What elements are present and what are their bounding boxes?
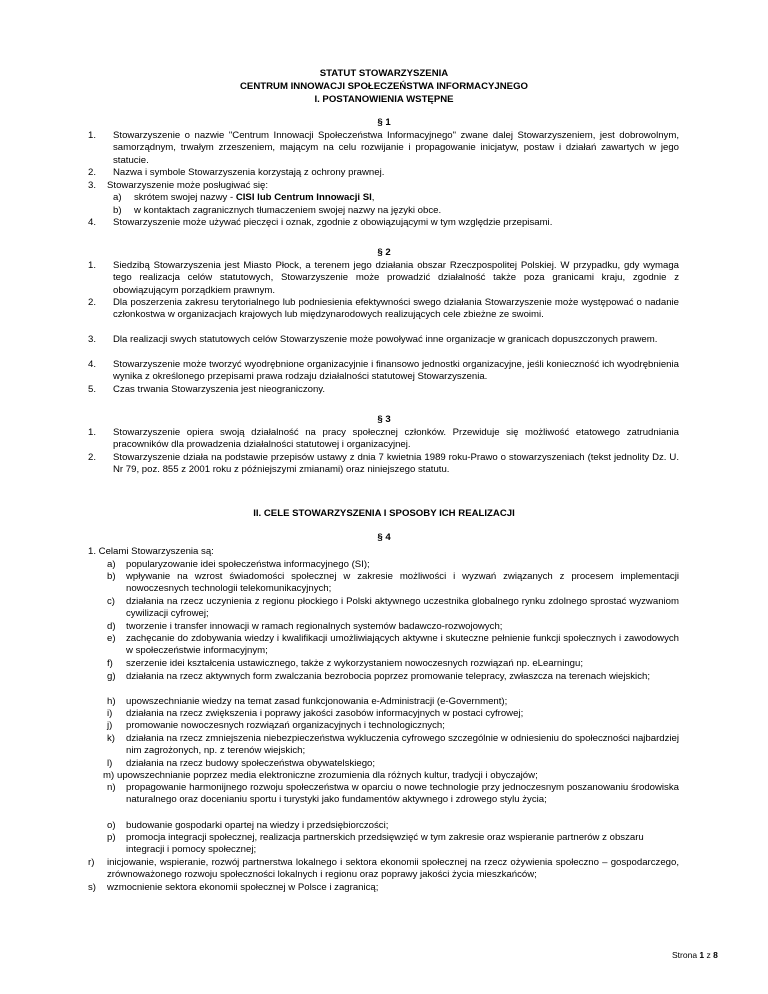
s1-p1-number: 1. <box>88 130 97 141</box>
s4-item-text: zachęcanie do zdobywania wiedzy i kwalifikacji umożliwiających aktywne i skuteczne pełnienie funkcji społecznych i zawodowych w społeczeństwie informacyjnym; <box>126 633 679 657</box>
s4-item-number: k) <box>107 733 115 744</box>
doc-subtitle: CENTRUM INNOWACJI SPOŁECZEŃSTWA INFORMACYJNEGO <box>240 81 528 92</box>
s4-item-text: wzmocnienie sektora ekonomii społecznej w Polsce i zagranicą; <box>107 882 379 893</box>
s1-p1-text: Stowarzyszenie o nazwie "Centrum Innowacji Społeczeństwa Informacyjnego" zwane dalej Stowarzyszeniem, jest dobrowolnym, samorządnym, trwałym zrzeszeniem, mającym na celu rozwijanie i propagowanie inicjatyw, postaw i działań zawartych w jego statucie. <box>113 130 679 166</box>
s4-item-number: l) <box>107 758 113 769</box>
s2-p1-text: Siedzibą Stowarzyszenia jest Miasto Płock, a terenem jego działania obszar Rzeczpospolitej Polskiej. W przypadku, gdy wymaga tego realizacja celów statutowych, Stowarzyszenie może prowadzić działalność także poza granicami kraju, zgodnie z obowiązującym porządkiem prawnym. <box>113 260 679 296</box>
s4-item-number: h) <box>107 696 116 707</box>
s1-p2-text: Nazwa i symbole Stowarzyszenia korzystają z ochrony prawnej. <box>113 167 385 178</box>
s3-p2-text: Stowarzyszenie działa na podstawie przepisów ustawy z dnia 7 kwietnia 1989 roku-Prawo o stowarzyszeniach (tekst jednolity Dz. U. Nr 79, poz. 855 z 2001 roku z późniejszymi zmianami) oraz niniejszego statutu. <box>113 452 679 476</box>
s4-item-text: szerzenie idei kształcenia ustawicznego, także z wykorzystaniem nowoczesnych rozwiązań np. eLearningu; <box>126 658 583 669</box>
s4-item-text: działania na rzecz aktywnych form zwalczania bezrobocia poprzez promowanie telepracy, zwłaszcza na terenach wiejskich; <box>126 671 650 682</box>
s4-item-text: działania na rzecz uczynienia z regionu płockiego i Polski aktywnego uczestnika globalnego rynku zdolnego sprostać wyzwaniom cywilizacji cyfrowej; <box>126 596 679 620</box>
s3-p1-number: 1. <box>88 427 97 438</box>
s4-item-number: c) <box>107 596 115 607</box>
s3-p2-number: 2. <box>88 452 97 463</box>
s4-item-text: upowszechnianie wiedzy na temat zasad funkcjonowania e-Administracji (e-Government); <box>126 696 508 707</box>
s4-item-number: j) <box>107 720 113 731</box>
s4-item-text: promocja integracji społecznej, realizacja partnerskich przedsięwzięć w tym zakresie oraz wspieranie partnerów z obszaru integracji i pomocy społecznej; <box>126 832 644 856</box>
s2-p4-number: 4. <box>88 359 97 370</box>
s4-item-text: budowanie gospodarki opartej na wiedzy i przedsiębiorczości; <box>126 820 389 831</box>
section-4-title: § 4 <box>377 532 391 543</box>
s2-p5-number: 5. <box>88 384 97 395</box>
s4-item-text: działania na rzecz zwiększenia i poprawy jakości zasobów informacyjnych w postaci cyfrowej; <box>126 708 524 719</box>
s2-p4-text: Stowarzyszenie może tworzyć wyodrębnione organizacyjnie i finansowo jednostki organizacyjne, jeśli konieczność ich wyodrębnienia wynika z określonego przepisami prawa rodzaju działalności statutowej Stowarzyszenia. <box>113 359 679 383</box>
s4-item-number: d) <box>107 621 116 632</box>
s4-item-text: popularyzowanie idei społeczeństwa informacyjnego (SI); <box>126 559 370 570</box>
s4-item-number: o) <box>107 820 116 831</box>
s1-b-number: b) <box>113 205 122 216</box>
s1-b-text: w kontaktach zagranicznych tłumaczeniem swojej nazwy na języki obce. <box>134 205 442 216</box>
s4-item-text: promowanie nowoczesnych rozwiązań organizacyjnych i technologicznych; <box>126 720 445 731</box>
s4-item-number: r) <box>88 857 95 868</box>
current-page: 1 <box>699 950 705 960</box>
s1-a-text: skrótem swojej nazwy - CISI lub Centrum Innowacji SI, <box>134 192 375 203</box>
s3-p1-text: Stowarzyszenie opiera swoją działalność na pracy społecznej członków. Przewiduje się możliwość etatowego zatrudniania pracowników dla prowadzenia działalności statutowej i organizacyjnej. <box>113 427 679 451</box>
s4-item-text: wpływanie na wzrost świadomości społecznej w zakresie możliwości i wyzwań związanych z procesem implementacji nowoczesnych technologii telekomunikacyjnych; <box>126 571 679 595</box>
s2-p3-number: 3. <box>88 334 97 345</box>
doc-title: STATUT STOWARZYSZENIA <box>319 68 449 79</box>
s1-p2-number: 2. <box>88 167 97 178</box>
s4-item-text: działania na rzecz zmniejszenia niebezpieczeństwa wykluczenia cyfrowego szczególnie w odniesieniu do społeczności najbardziej nim zagrożonych, np. z terenów wiejskich; <box>126 733 680 757</box>
s4-item-text: działania na rzecz budowy społeczeństwa obywatelskiego; <box>126 758 376 769</box>
s2-p2-number: 2. <box>88 297 97 308</box>
s4-item-number: m) <box>103 770 115 781</box>
section-1-title: § 1 <box>377 117 391 128</box>
s2-p5-text: Czas trwania Stowarzyszenia jest nieograniczony. <box>113 384 326 395</box>
s4-item-text: inicjowanie, wspieranie, rozwój partnerstwa lokalnego i sektora ekonomii społecznej na rzecz ożywienia społeczno – gospodarczego, zrównoważonego rozwoju społeczności lokalnych i regionu oraz poprawy jakości życia mieszkańców; <box>107 857 679 881</box>
total-pages: 8 <box>713 950 718 960</box>
chapter-2-heading: II. CELE STOWARZYSZENIA I SPOSOBY ICH REALIZACJI <box>253 508 515 519</box>
s4-item-text: tworzenie i transfer innowacji w ramach regionalnych systemów badawczo-rozwojowych; <box>126 621 503 632</box>
s4-item-number: a) <box>107 559 116 570</box>
s4-item-number: f) <box>107 658 113 669</box>
s2-p1-number: 1. <box>88 260 97 271</box>
s1-p3-text: Stowarzyszenie może posługiwać się: <box>107 180 269 191</box>
page-number-footer: Strona 1 z 8 <box>672 950 718 960</box>
s4-item-text: propagowanie harmonijnego rozwoju społeczeństwa w oparciu o nowe technologie przy jednoczesnym poszanowaniu środowiska naturalnego oraz docenianiu sportu i turystyki jako fundamentów aktywnego i zdrowego stylu życia; <box>126 782 679 806</box>
s4-item-number: n) <box>107 782 116 793</box>
s1-a-abbreviation: CISI lub Centrum Innowacji SI <box>235 192 372 203</box>
s1-a-number: a) <box>113 192 122 203</box>
chapter-1-heading: I. POSTANOWIENIA WSTĘPNE <box>314 94 454 105</box>
s4-item-number: e) <box>107 633 116 644</box>
s4-item-text: upowszechnianie poprzez media elektroniczne zrozumienia dla różnych kultur, tradycji i obyczajów; <box>117 770 538 781</box>
s1-p4-text: Stowarzyszenie może używać pieczęci i oznak, zgodnie z obowiązującymi w tym względzie przepisami. <box>113 217 553 228</box>
s2-p2-text: Dla poszerzenia zakresu terytorialnego lub podniesienia efektywności swego działania Stowarzyszenie może występować o nadanie członkostwa w organizacjach krajowych lub międzynarodowych realizujących cele zbieżne ze swoimi. <box>113 297 679 321</box>
s1-p3-number: 3. <box>88 180 97 191</box>
s4-item-number: p) <box>107 832 116 843</box>
s4-intro: 1. Celami Stowarzyszenia są: <box>88 546 214 557</box>
section-3-title: § 3 <box>377 414 391 425</box>
s4-item-number: i) <box>107 708 113 719</box>
s2-p3-text: Dla realizacji swych statutowych celów Stowarzyszenie może powoływać inne organizacje w granicach dopuszczonych prawem. <box>113 334 658 345</box>
s4-item-number: b) <box>107 571 116 582</box>
s4-item-number: g) <box>107 671 116 682</box>
section-2-title: § 2 <box>377 247 391 258</box>
s4-item-number: s) <box>88 882 96 893</box>
s1-p4-number: 4. <box>88 217 97 228</box>
